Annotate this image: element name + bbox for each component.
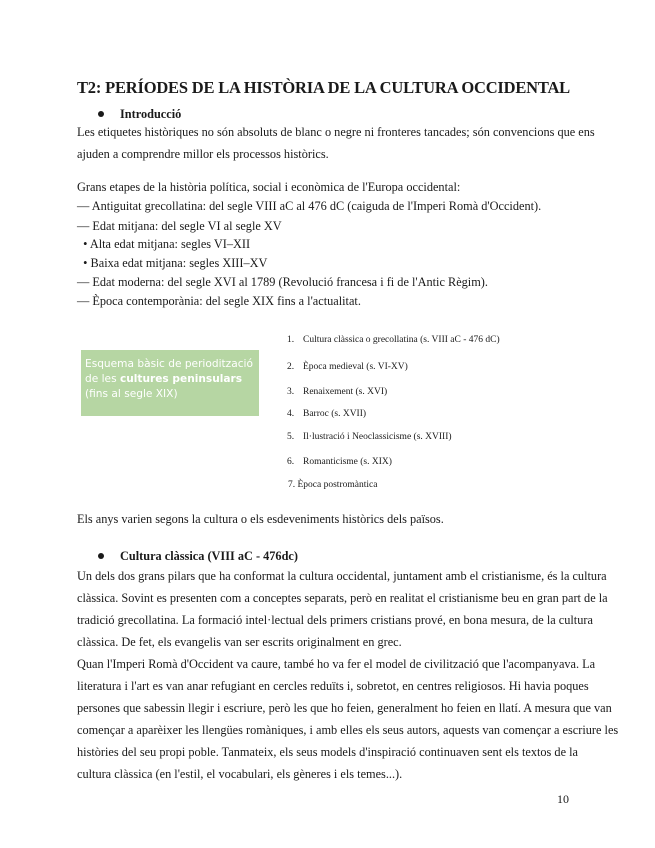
stage-item: — Edat moderna: del segle XVI al 1789 (Revolució francesa i fi de l'Antic Règim). bbox=[77, 275, 488, 289]
paragraph-line: clàssica. Sovint es presenten com a conceptes separats, però en realitat el cristianisme beu en gran part de la bbox=[77, 591, 608, 605]
page-number: 10 bbox=[557, 792, 569, 806]
bullet-icon bbox=[98, 553, 104, 559]
item-number: 1. bbox=[287, 335, 295, 345]
periodization-box bbox=[81, 350, 259, 416]
box-line bbox=[85, 372, 259, 387]
period-item bbox=[287, 387, 387, 397]
section-heading-cultura-classica bbox=[98, 549, 298, 564]
item-text: Barroc (s. XVII) bbox=[303, 409, 367, 419]
box-text: de les bbox=[85, 373, 120, 385]
paragraph-line: Un dels dos grans pilars que ha conformat la cultura occidental, juntament amb el cristianisme, és la cultura bbox=[77, 569, 607, 583]
item-number: 6. bbox=[287, 457, 295, 467]
item-text: Romanticisme (s. XIX) bbox=[303, 457, 392, 467]
paragraph-line: ajuden a comprendre millor els processos històrics. bbox=[77, 147, 329, 161]
item-text: Renaixement (s. XVI) bbox=[303, 387, 388, 397]
period-item bbox=[287, 409, 366, 419]
period-item bbox=[287, 432, 452, 442]
stage-subitem: • Baixa edat mitjana: segles XIII–XV bbox=[77, 256, 268, 270]
paragraph-line: clàssica. De fet, els evangelis van ser escrits originalment en grec. bbox=[77, 635, 402, 649]
paragraph-line: cultura clàssica (en l'estil, el vocabulari, els gèneres i els temes...). bbox=[77, 767, 403, 781]
item-number: 3. bbox=[287, 387, 295, 397]
stages-intro: Grans etapes de la història política, social i econòmica de l'Europa occidental: bbox=[77, 180, 461, 194]
paragraph-line: històries del seu propi poble. Tanmateix, els seus models d'inspiració continuaven sent els textos de la bbox=[77, 745, 578, 759]
period-item bbox=[287, 362, 408, 372]
period-item bbox=[287, 335, 500, 345]
section-heading-introduccio bbox=[98, 107, 181, 122]
item-number: 5. bbox=[287, 432, 295, 442]
period-item bbox=[288, 480, 377, 490]
bullet-icon bbox=[98, 111, 104, 117]
item-text: Època medieval (s. VI-XV) bbox=[303, 362, 408, 372]
item-text: Cultura clàssica o grecollatina (s. VIII aC - 476 dC) bbox=[303, 335, 500, 345]
paragraph-line: tradició grecollatina. La formació intel·lectual dels primers cristians prové, en bona mesura, de la cultura bbox=[77, 613, 593, 627]
item-text: Il·lustració i Neoclassicisme (s. XVIII) bbox=[303, 432, 452, 442]
years-note: Els anys varien segons la cultura o els esdeveniments històrics dels països. bbox=[77, 512, 444, 526]
item-number: 4. bbox=[287, 409, 295, 419]
stage-item: — Edat mitjana: del segle VI al segle XV bbox=[77, 219, 282, 233]
page-title: T2: PERÍODES DE LA HISTÒRIA DE LA CULTURA OCCIDENTAL bbox=[77, 78, 570, 97]
stage-item: — Època contemporània: del segle XIX fins a l'actualitat. bbox=[77, 294, 361, 308]
item-number: 2. bbox=[287, 362, 295, 372]
stage-subitem: • Alta edat mitjana: segles VI–XII bbox=[77, 237, 251, 251]
heading-text: Cultura clàssica (VIII aC - 476dc) bbox=[120, 549, 298, 563]
paragraph-line: Quan l'Imperi Romà d'Occident va caure, també ho va fer el model de civilització que l'acompanyava. La bbox=[77, 657, 596, 671]
box-bold-text: cultures peninsulars bbox=[119, 373, 243, 385]
paragraph-line: Les etiquetes històriques no són absoluts de blanc o negre ni fronteres tancades; són convencions que ens bbox=[77, 125, 595, 139]
paragraph-line: començar a aparèixer les llengües romàniques, i amb elles els seus autors, aquests van començar a escriure les bbox=[77, 723, 619, 737]
paragraph-line: persones que sabessin llegir i escriure, però les que ho feien, generalment ho feien en llatí. A mesura que van bbox=[77, 701, 612, 715]
box-line: Esquema bàsic de periodització bbox=[85, 358, 253, 370]
paragraph-line: literatura i l'art es van anar refugiant en cercles reduïts i, sobretot, en centres religiosos. Hi havia poques bbox=[77, 679, 589, 693]
box-line: (fins al segle XIX) bbox=[85, 388, 178, 400]
item-number: 7. bbox=[288, 480, 296, 490]
stage-item: — Antiguitat grecollatina: del segle VIII aC al 476 dC (caiguda de l'Imperi Romà d'Occident). bbox=[77, 199, 542, 213]
heading-text: Introducció bbox=[120, 107, 182, 121]
item-text: Època postromàntica bbox=[297, 480, 378, 490]
period-item bbox=[287, 457, 392, 467]
